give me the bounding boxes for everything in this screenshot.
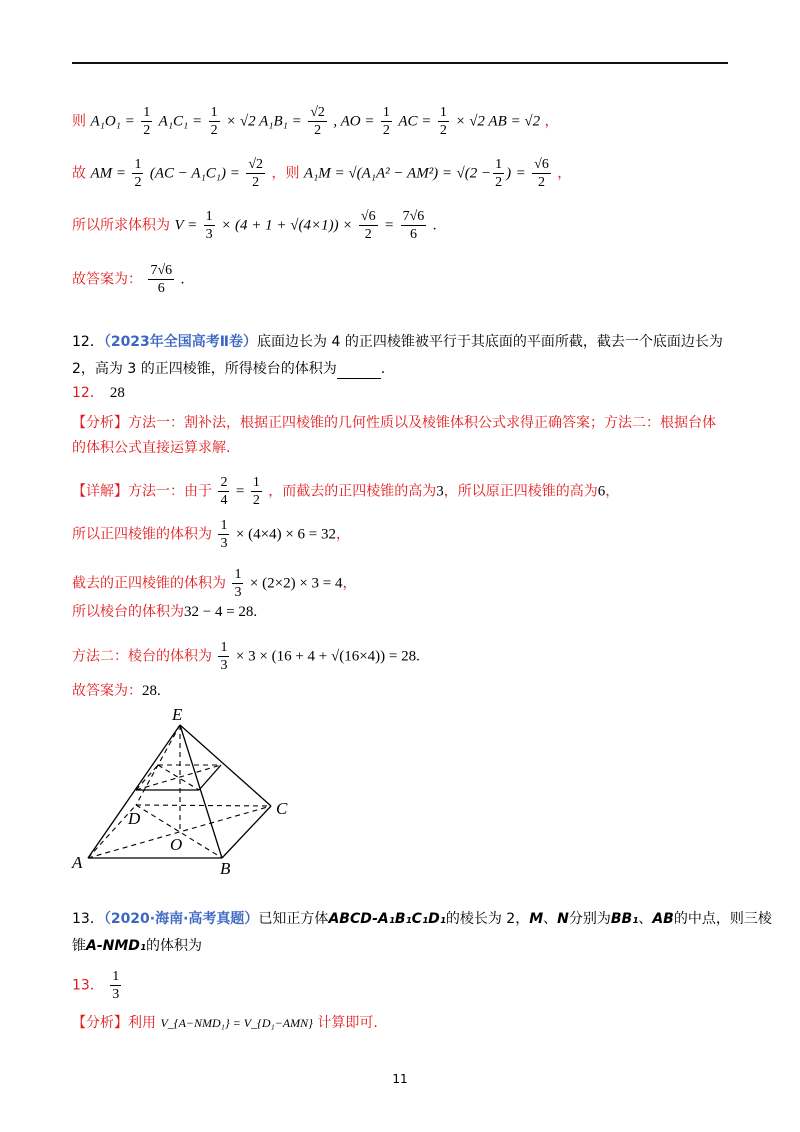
edge-EC [180, 725, 271, 806]
section-diag-1 [136, 765, 221, 790]
solution-line-3: 所以所求体积为 V = $\frac{1}{3}$ × (4 + 1 + √(4×1)) × $\frac{√6}{2}$ = $\frac{7√6}{6}$ . [72, 209, 437, 242]
edge-EA [88, 725, 183, 858]
label-B: B [220, 859, 231, 878]
question-12-line-1: 12．（2023年全国高考Ⅱ卷）底面边长为 4 的正四棱锥被平行于其底面的平面所截，截去一个底面边长为 [72, 334, 723, 350]
detail-12-line-2: 所以正四棱锥的体积为 $\frac{1}{3}$ × (4×4) × 6 = 32， [72, 518, 350, 551]
question-13-line-1: 13．（2020·海南·高考真题）已知正方体ABCD-A₁B₁C₁D₁的棱长为 2，M、N分别为BB₁、AB的中点，则三棱 [72, 911, 772, 927]
solution-line-4: 故答案为： $\frac{7√6}{6}$ . [72, 263, 185, 296]
detail-12-line-4: 所以棱台的体积为32 − 4 = 28. [72, 604, 258, 620]
analysis-12-line-2: 的体积公式直接运算求解. [72, 440, 231, 456]
edge-BC [222, 806, 271, 858]
edge-DC [136, 805, 271, 806]
solution-line-2: 故 AM = $\frac{1}{2}$ (AC − A₁C₁) = $\frac{√2}{2}$ ，则 A₁M = √(A₁A² − AM²) = √(2 − $\frac{1}{2}$ ) = $\frac{√6}{2}$ ， [72, 157, 572, 190]
question-13-line-2: 锥A-NMD₁的体积为 [72, 938, 203, 954]
solution-line-1: 则 A₁O₁ = $\frac{1}{2}$ A₁C₁ = $\frac{1}{2}$ × √2 A₁B₁ = $\frac{√2}{2}$ , AO = $\frac{1}{2}$ AC = $\frac{1}{2}$ × √2 AB = √2 ， [72, 105, 559, 138]
label-D: D [128, 809, 141, 828]
page-number: 11 [392, 1072, 408, 1086]
label-A: A [72, 853, 83, 872]
label-O: O [170, 835, 183, 854]
analysis-12-line-1: 【分析】方法一：割补法，根据正四棱锥的几何性质以及棱锥体积公式求得正确答案；方法二：根据台体 [72, 415, 716, 431]
label-C: C [276, 799, 288, 818]
analysis-13: 【分析】利用 V_{A−NMD₁} = V_{D₁−AMN} 计算即可. [72, 1015, 378, 1031]
header-rule [72, 62, 728, 64]
question-12-line-2: 2，高为 3 的正四棱锥，所得棱台的体积为 . [72, 361, 386, 377]
label-E: E [172, 705, 183, 724]
final-answer-12: 故答案为：28. [72, 683, 161, 699]
answer-13: 13． $\frac{1}{3}$ [72, 969, 120, 1002]
detail-12-line-5: 方法二：棱台的体积为 $\frac{1}{3}$ × 3 × (16 + 4 + √(16×4)) = 28. [72, 640, 420, 673]
edge-EB [180, 725, 222, 858]
answer-12: 12． 28 [72, 385, 125, 401]
detail-12-line-3: 截去的正四棱锥的体积为 $\frac{1}{3}$ × (2×2) × 3 = 4， [72, 567, 357, 600]
detail-12-line-1: 【详解】方法一：由于 $\frac{2}{4}$ = $\frac{1}{2}$ ，而截去的正四棱锥的高为3，所以原正四棱锥的高为6， [72, 475, 620, 508]
frustum-figure [66, 700, 306, 880]
answer-blank [337, 364, 381, 379]
section-diag-2 [158, 765, 199, 790]
